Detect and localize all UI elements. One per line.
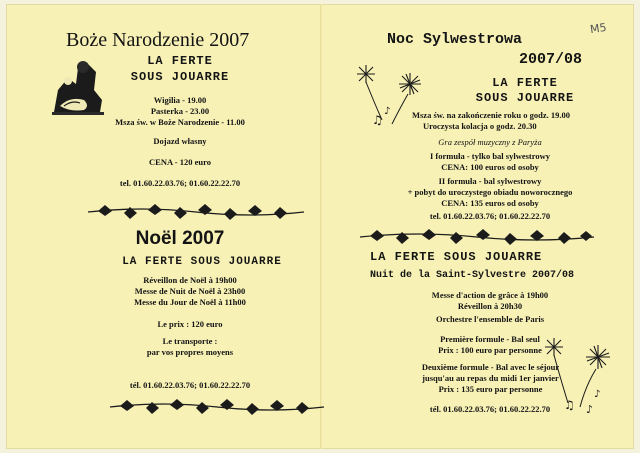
- new-year-title-fr: Nuit de la Saint-Sylvestre 2007/08: [370, 270, 575, 281]
- new-year-place-name: [455, 76, 595, 106]
- formula-price: CENA: 135 euros od osoby: [441, 198, 539, 208]
- ivy-divider-icon: [108, 396, 326, 418]
- mass-time: Msza św. w Boże Narodzenie - 11.00: [115, 117, 245, 127]
- polish-phone: tel. 01.60.22.03.76; 01.60.22.22.70: [119, 178, 241, 188]
- new-year-title-line2: 2007/08: [519, 51, 583, 68]
- fireworks-icon: [538, 333, 618, 415]
- mass-time: Wigilia - 19.00: [153, 95, 207, 105]
- formula-name: Deuxième formule - Bal avec le séjour: [421, 362, 560, 372]
- formula-name: Première formule - Bal seul: [440, 334, 540, 344]
- mass-time: Msza św. na zakończenie roku o godz. 19.00: [411, 110, 571, 120]
- transport-value: par vos propres moyens: [146, 347, 234, 357]
- polish-mass-schedule: [100, 95, 260, 128]
- polish-place-name: [120, 53, 240, 85]
- svg-text:♫: ♫: [372, 113, 383, 127]
- svg-text:♫: ♫: [564, 398, 575, 412]
- transport-label: Le transporte :: [162, 336, 218, 346]
- place-line-1: LA FERTE: [147, 54, 213, 68]
- dinner-time: Uroczysta kolacja o godz. 20.30: [423, 121, 537, 131]
- mass-time: Messe de Nuit de Noël à 23h00: [134, 286, 246, 296]
- mass-time: Messe du Jour de Noël à 11h00: [134, 297, 246, 307]
- formula-price: Prix : 135 euro par personne: [438, 384, 543, 394]
- new-year-schedule-pl: [396, 110, 586, 132]
- french-christmas-title: Noël 2007: [135, 228, 225, 249]
- french-price: Le prix : 120 euro: [157, 319, 223, 329]
- new-year-place-name-fr: LA FERTE SOUS JOUARRE: [370, 250, 543, 264]
- french-mass-schedule: [110, 275, 270, 308]
- new-year-phone-fr: tél. 01.60.22.03.76; 01.60.22.22.70: [429, 404, 551, 414]
- svg-text:♪: ♪: [586, 403, 594, 415]
- handwritten-mark: M5: [589, 20, 608, 37]
- polish-christmas-title: Boże Narodzenie 2007: [66, 29, 250, 51]
- new-year-schedule-fr: [415, 290, 565, 325]
- place-line-2: SOUS JOUARRE: [475, 91, 575, 105]
- svg-text:♪: ♪: [384, 106, 391, 117]
- formula-name: II formuła - bal sylwestrowy: [438, 176, 542, 186]
- place-line-1: LA FERTE: [492, 76, 558, 90]
- nativity-illustration: [50, 50, 106, 116]
- formula-price: Prix : 100 euro par personne: [438, 345, 542, 355]
- mass-time: Réveillon de Noël à 19h00: [143, 275, 237, 285]
- french-phone: tél. 01.60.22.03.76; 01.60.22.22.70: [129, 380, 251, 390]
- dinner-time: Réveillon à 20h30: [457, 301, 523, 311]
- formula-detail: + pobyt do uroczystego obiadu noworocznego: [407, 187, 573, 197]
- polish-transport: Dojazd własny: [153, 136, 207, 146]
- band-info: Orchestre l'ensemble de Paris: [435, 314, 545, 324]
- new-year-phone-pl: tel. 01.60.22.03.76; 01.60.22.22.70: [429, 211, 551, 221]
- formula-detail: jusqu'au au repas du midi 1er janvier: [422, 373, 559, 383]
- formula-2-pl: [390, 176, 590, 209]
- svg-text:♪: ♪: [594, 389, 601, 400]
- fold-line: [320, 4, 322, 449]
- mass-time: Messe d'action de grâce à 19h00: [431, 290, 549, 300]
- formula-price: CENA: 100 euros od osoby: [441, 162, 539, 172]
- french-place-name: LA FERTE SOUS JOUARRE: [122, 256, 282, 268]
- band-info-pl: Gra zespół muzyczny z Paryża: [438, 137, 542, 147]
- polish-price: CENA - 120 euro: [149, 157, 211, 167]
- formula-1-pl: [400, 151, 580, 173]
- french-transport: [110, 336, 270, 358]
- ivy-divider-icon: [358, 226, 596, 248]
- mass-time: Pasterka - 23.00: [150, 106, 210, 116]
- formula-name: I formuła - tylko bal sylwestrowy: [429, 151, 551, 161]
- place-line-2: SOUS JOUARRE: [130, 70, 230, 84]
- new-year-title-line1: Noc Sylwestrowa: [387, 31, 523, 48]
- ivy-divider-icon: [86, 201, 306, 223]
